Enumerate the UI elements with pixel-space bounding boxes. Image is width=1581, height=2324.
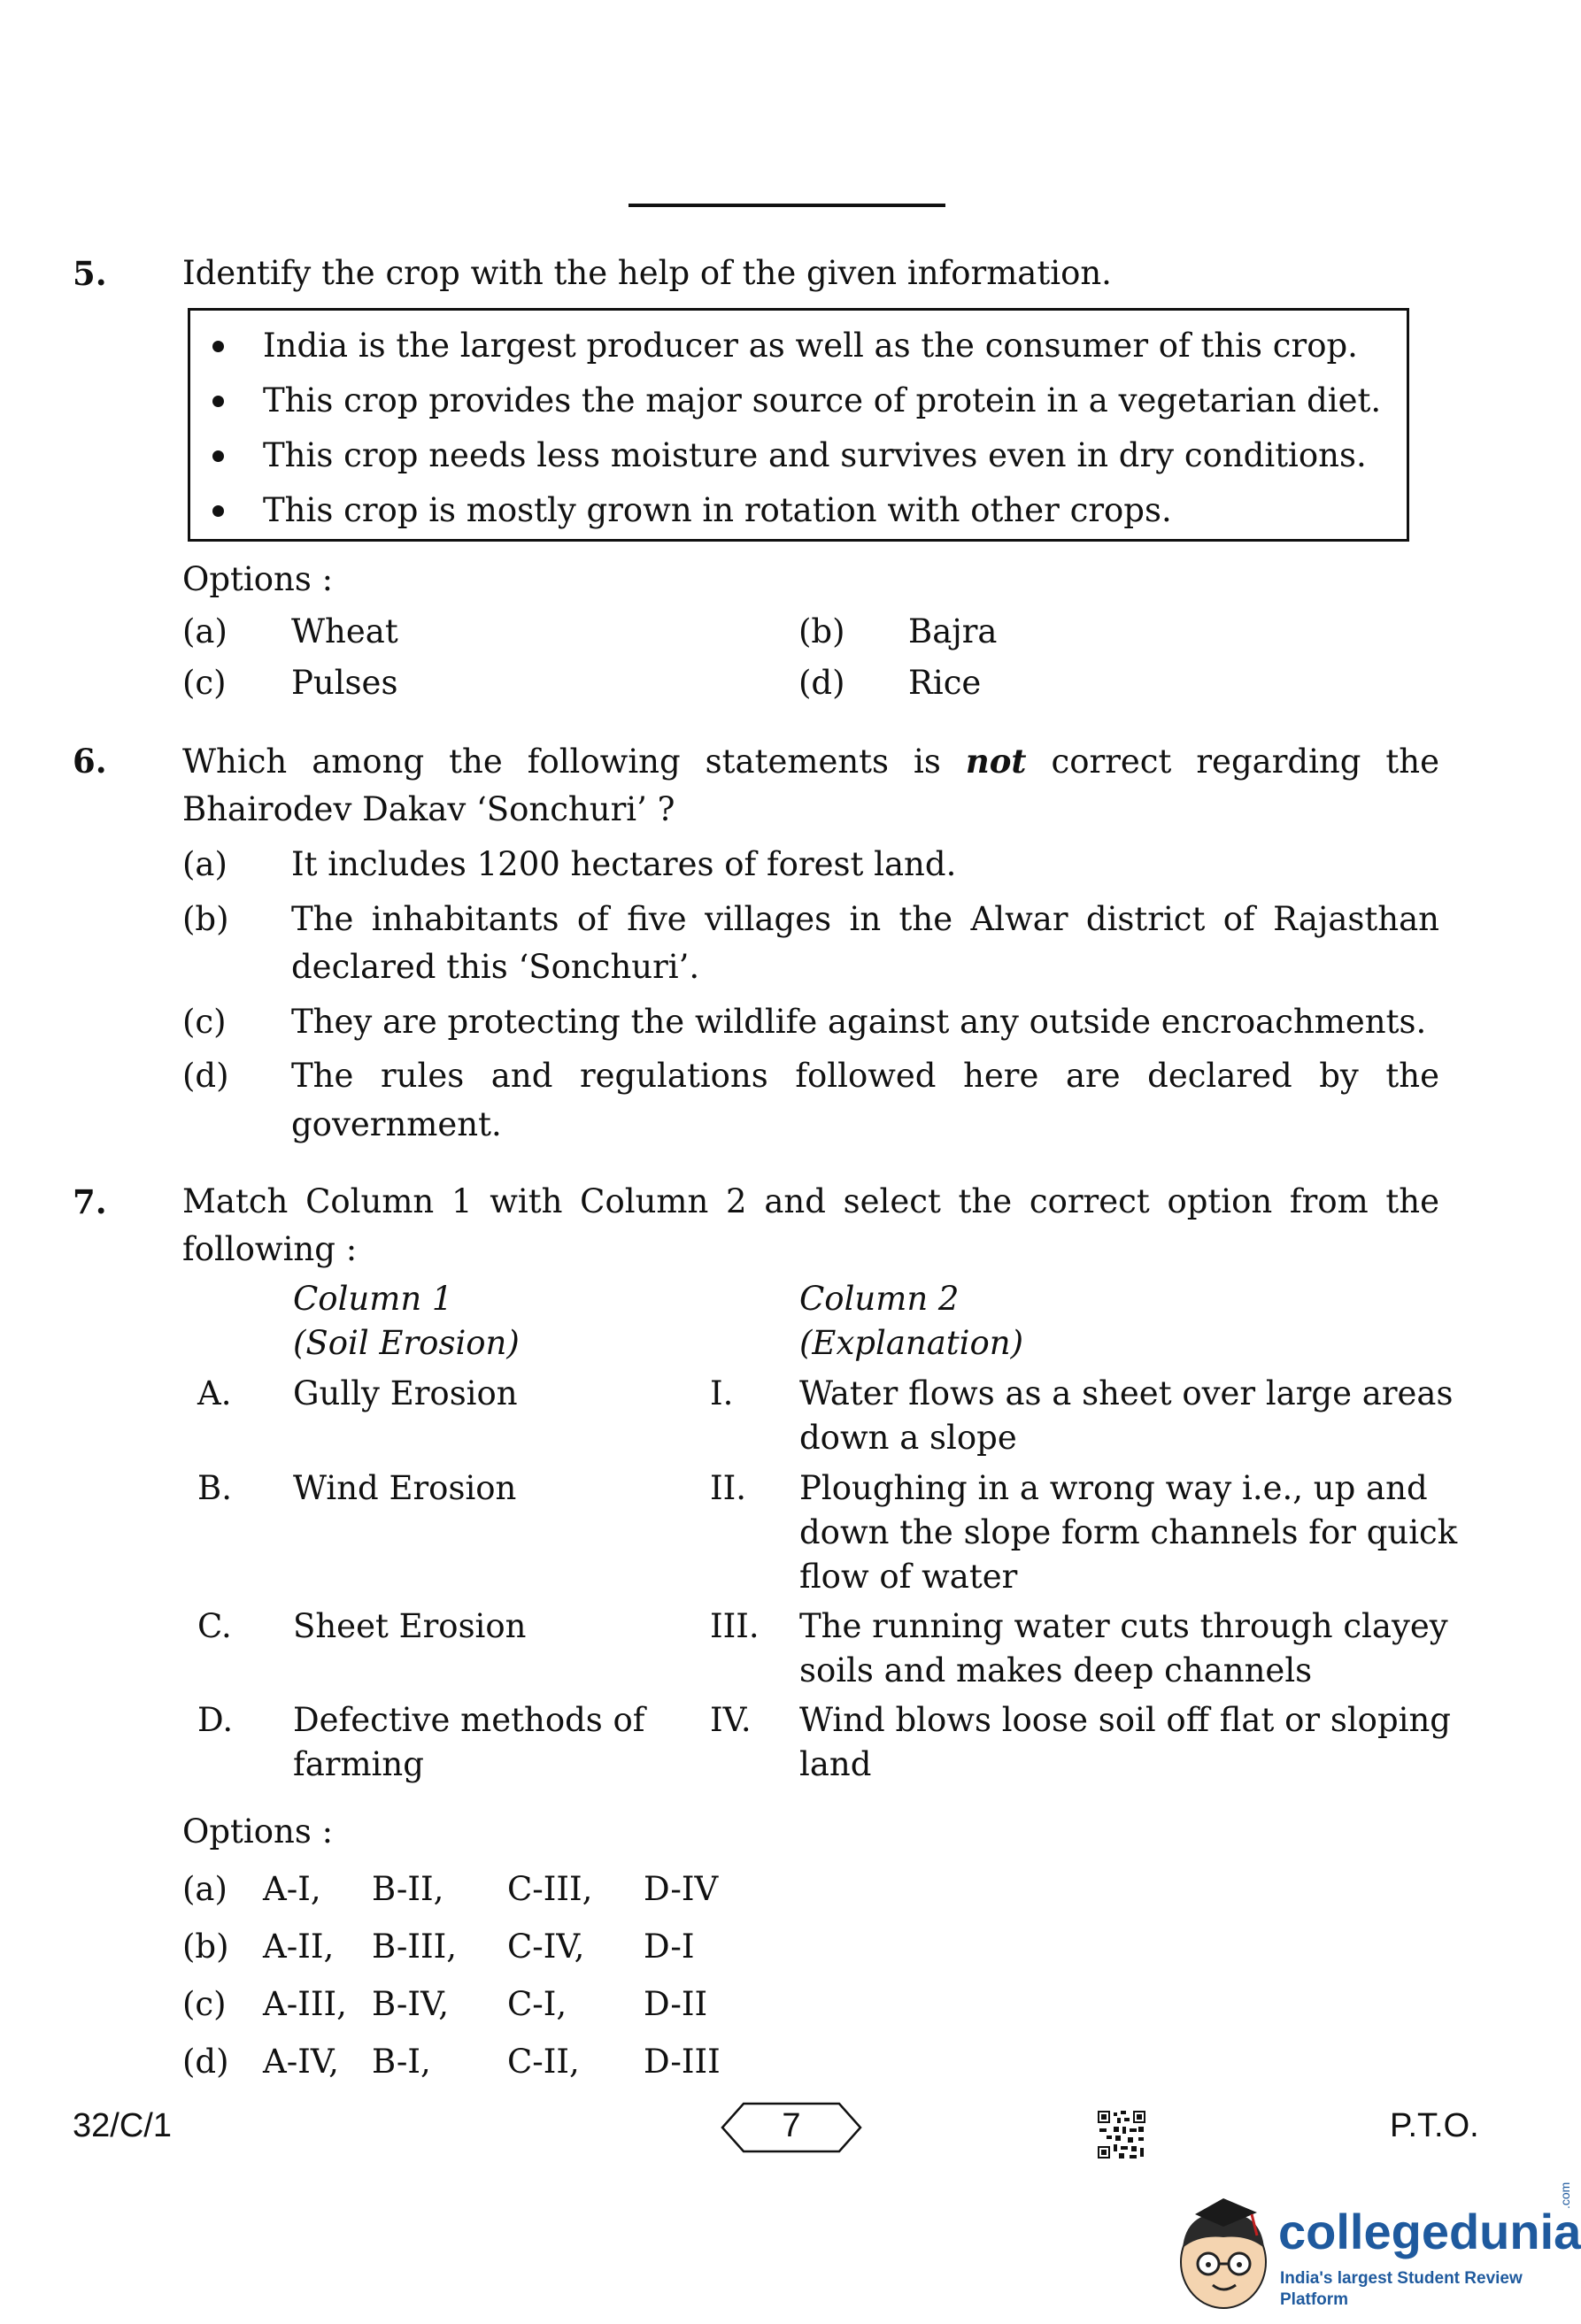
option-key: (b): [182, 1928, 229, 1966]
option-pair: B-I,: [372, 2043, 431, 2081]
top-divider: [629, 204, 945, 207]
match-item: Wind Erosion: [293, 1469, 517, 1507]
option-text: government.: [291, 1105, 502, 1143]
match-item: Gully Erosion: [293, 1374, 518, 1412]
bullet-icon: [212, 396, 224, 407]
bullet-icon: [212, 341, 224, 352]
question-6-number: 6.: [73, 742, 107, 781]
match-explanation: Water flows as a sheet over large areas: [799, 1374, 1454, 1412]
match-item: Sheet Erosion: [293, 1607, 527, 1645]
question-7-number: 7.: [73, 1182, 107, 1221]
option-key: (d): [798, 664, 845, 702]
match-explanation: flow of water: [799, 1558, 1018, 1596]
option-pair: A-II,: [263, 1928, 335, 1966]
match-explanation: Wind blows loose soil off flat or sloping: [799, 1701, 1451, 1739]
info-bullet: This crop is mostly grown in rotation with other crops.: [263, 491, 1172, 529]
qr-code-icon: [1096, 2109, 1147, 2160]
option-text: Rice: [908, 664, 982, 702]
option-text: Bajra: [908, 612, 998, 650]
brand-tld: .com: [1558, 2182, 1572, 2209]
options-label: Options :: [182, 560, 334, 598]
option-key: (b): [182, 900, 229, 938]
match-key: D.: [197, 1701, 234, 1739]
match-key: C.: [197, 1607, 232, 1645]
match-roman: III.: [710, 1607, 760, 1645]
options-label: Options :: [182, 1812, 334, 1851]
option-pair: C-III,: [507, 1870, 593, 1908]
bullet-icon: [212, 505, 224, 517]
match-roman: II.: [710, 1469, 746, 1507]
column-2-subheading: (Explanation): [799, 1324, 1024, 1362]
option-pair: D-III: [644, 2043, 721, 2081]
match-explanation: down the slope form channels for quick: [799, 1513, 1458, 1551]
option-pair: C-I,: [507, 1985, 567, 2023]
match-explanation: Ploughing in a wrong way i.e., up and: [799, 1469, 1428, 1507]
match-roman: IV.: [710, 1701, 752, 1739]
match-key: B.: [197, 1469, 232, 1507]
question-5-number: 5.: [73, 254, 107, 293]
paper-code: 32/C/1: [73, 2107, 172, 2144]
option-text: declared this ‘Sonchuri’.: [291, 948, 700, 986]
option-text: Wheat: [291, 612, 398, 650]
option-key: (d): [182, 2043, 229, 2081]
option-key: (a): [182, 612, 228, 650]
info-bullet: This crop provides the major source of protein in a vegetarian diet.: [263, 381, 1382, 419]
match-item: Defective methods of: [293, 1701, 645, 1739]
option-key: (d): [182, 1057, 229, 1095]
option-pair: D-II: [644, 1985, 708, 2023]
option-key: (c): [182, 1003, 227, 1041]
option-key: (c): [182, 1985, 227, 2023]
match-explanation: down a slope: [799, 1419, 1017, 1457]
option-key: (a): [182, 845, 228, 883]
option-key: (c): [182, 664, 227, 702]
option-pair: B-II,: [372, 1870, 444, 1908]
option-pair: A-I,: [263, 1870, 321, 1908]
option-pair: B-III,: [372, 1928, 457, 1966]
option-pair: A-III,: [263, 1985, 347, 2023]
question-6-line: [182, 738, 1439, 785]
option-pair: D-I: [644, 1928, 695, 1966]
question-6-text: correct regarding the: [1051, 743, 1440, 781]
match-key: A.: [197, 1374, 232, 1412]
info-bullet: India is the largest producer as well as the consumer of this crop.: [263, 327, 1358, 365]
column-1-subheading: (Soil Erosion): [293, 1324, 520, 1362]
option-text: It includes 1200 hectares of forest land.: [291, 845, 957, 883]
option-pair: B-IV,: [372, 1985, 450, 2023]
emphasis-not: not: [965, 742, 1027, 781]
page-number: 7: [782, 2107, 801, 2144]
info-bullet: This crop needs less moisture and survives even in dry conditions.: [263, 436, 1367, 474]
match-explanation: land: [799, 1745, 872, 1783]
option-text: The rules and regulations followed here are declared by the: [291, 1057, 1439, 1095]
match-explanation: The running water cuts through clayey: [799, 1607, 1448, 1645]
match-item: farming: [293, 1745, 424, 1783]
column-2-heading: Column 2: [799, 1280, 960, 1318]
option-text: They are protecting the wildlife against any outside encroachments.: [291, 1003, 1427, 1041]
question-6-text: Bhairodev Dakav ‘Sonchuri’ ?: [182, 790, 675, 828]
option-key: (b): [798, 612, 845, 650]
question-6-text: Which among the following statements is: [182, 743, 941, 781]
question-5-text: Identify the crop with the help of the given information.: [182, 254, 1112, 292]
match-roman: I.: [710, 1374, 734, 1412]
option-text: Pulses: [291, 664, 398, 702]
brand-tagline: India's largest Student Review Platform: [1280, 2269, 1523, 2309]
option-pair: A-IV,: [263, 2043, 339, 2081]
option-pair: D-IV: [644, 1870, 719, 1908]
column-1-heading: Column 1: [293, 1280, 453, 1318]
option-pair: C-II,: [507, 2043, 580, 2081]
question-7-text: following :: [182, 1230, 358, 1268]
option-key: (a): [182, 1870, 228, 1908]
brand-name: collegedunia: [1278, 2204, 1581, 2259]
page-turn-note: P.T.O.: [1390, 2107, 1479, 2144]
bullet-icon: [212, 450, 224, 462]
question-7-text: Match Column 1 with Column 2 and select the correct option from the: [182, 1182, 1439, 1220]
match-explanation: soils and makes deep channels: [799, 1651, 1313, 1689]
option-text: The inhabitants of five villages in the Alwar district of Rajasthan: [291, 900, 1439, 938]
mascot-logo: [1160, 2186, 1284, 2319]
option-pair: C-IV,: [507, 1928, 585, 1966]
